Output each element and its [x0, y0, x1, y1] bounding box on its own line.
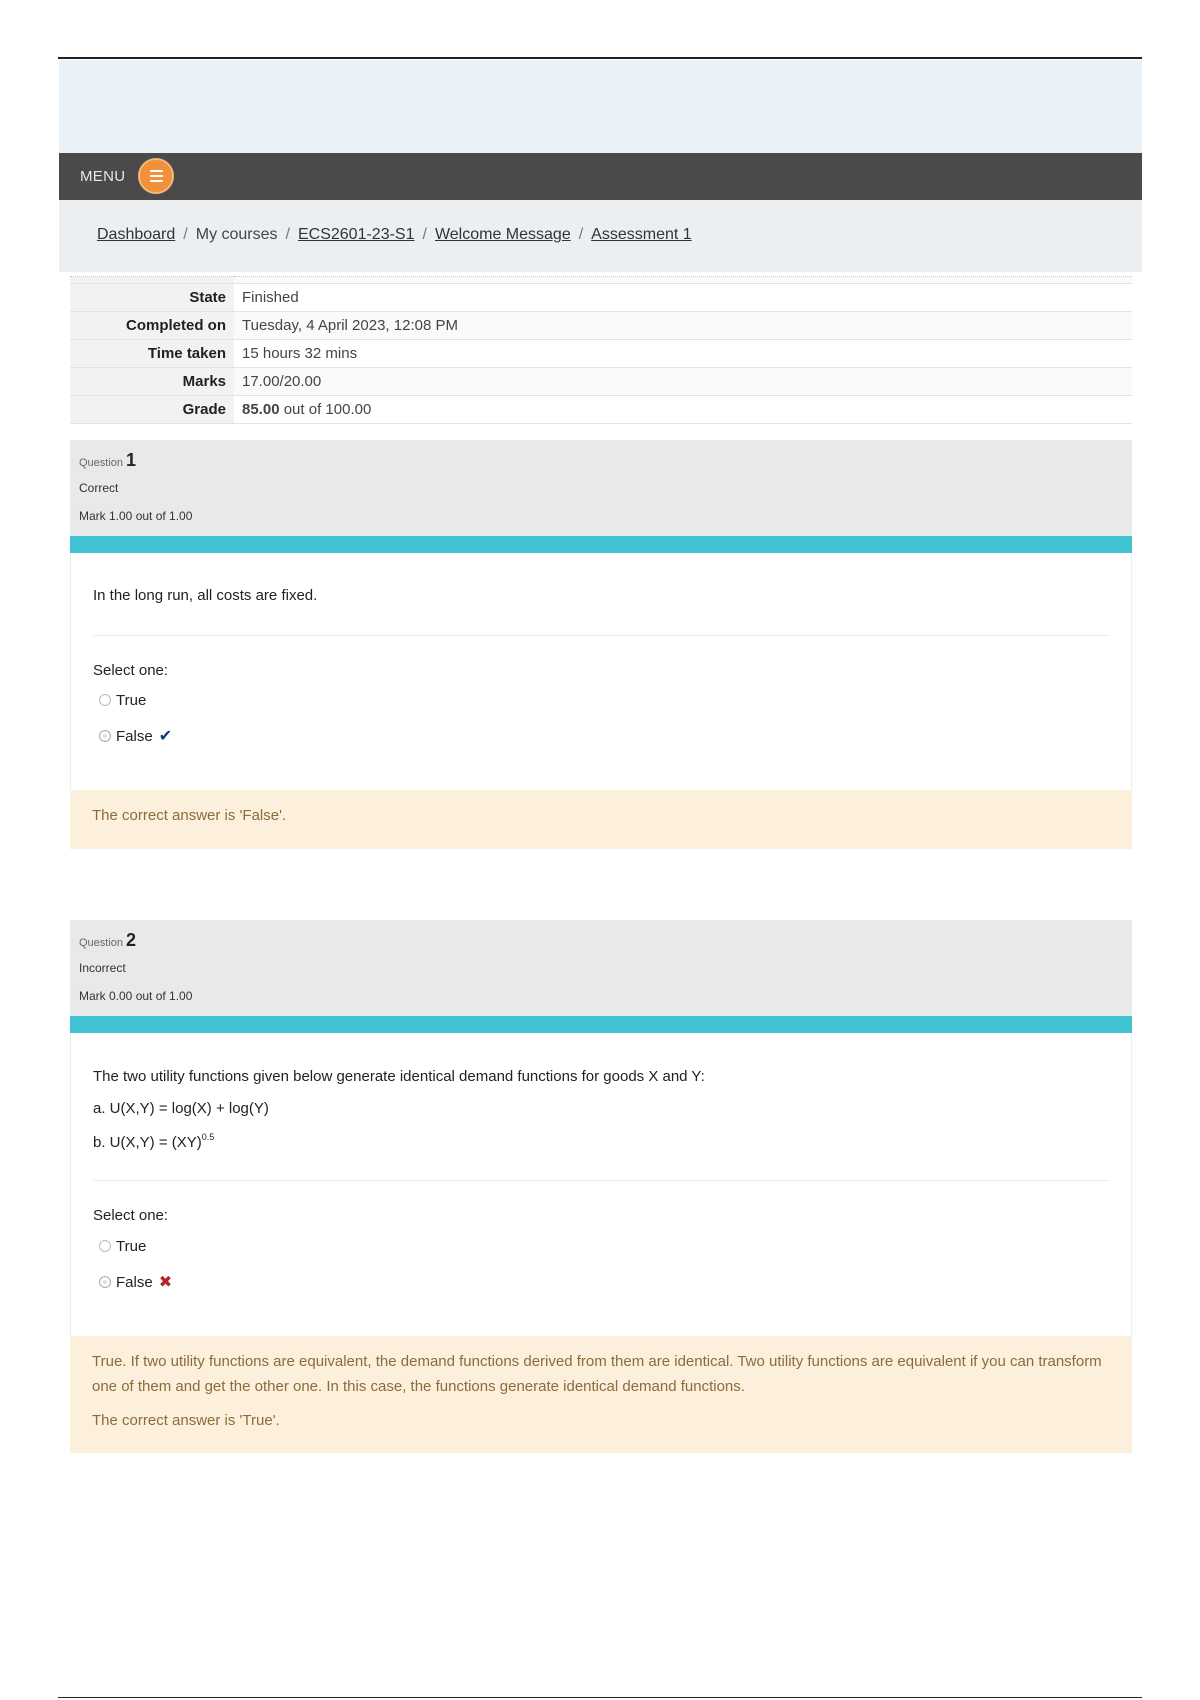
select-one-label: Select one:: [93, 1207, 169, 1224]
breadcrumb-separator: /: [578, 226, 584, 243]
grade-out-of: out of 100.00: [283, 401, 372, 418]
divider: [93, 1180, 1109, 1181]
question-text: In the long run, all costs are fixed.: [93, 587, 318, 604]
question-state: Incorrect: [79, 961, 126, 975]
summary-value: [234, 396, 1132, 424]
page-top-rule: [58, 57, 1142, 59]
question-2-feedback: [70, 1336, 1132, 1453]
answer-option-false[interactable]: False ✔: [99, 726, 172, 746]
breadcrumb-welcome-message[interactable]: Welcome Message: [434, 226, 571, 243]
formula-a: a. U(X,Y) = log(X) + log(Y): [93, 1100, 269, 1117]
radio-button[interactable]: [99, 1240, 111, 1252]
question-grade: Mark 0.00 out of 1.00: [79, 989, 193, 1003]
checkmark-icon: ✔: [158, 728, 173, 745]
correct-answer-text: The correct answer is 'True'.: [92, 1412, 280, 1429]
breadcrumb-assessment[interactable]: Assessment 1: [591, 226, 692, 243]
select-one-label: Select one:: [93, 662, 169, 679]
question-grade: Mark 1.00 out of 1.00: [79, 509, 193, 523]
summary-value: Finished: [234, 284, 1132, 312]
answer-option-false[interactable]: False ✖: [99, 1272, 172, 1292]
breadcrumb-my-courses: My courses: [195, 226, 278, 243]
summary-label: Time taken: [70, 340, 234, 368]
hamburger-icon[interactable]: [138, 158, 174, 194]
summary-label: Grade: [70, 396, 234, 424]
question-2-progress-bar: [70, 1016, 1132, 1033]
summary-value: Tuesday, 4 April 2023, 12:08 PM: [234, 312, 1132, 340]
summary-value: 15 hours 32 mins: [234, 340, 1132, 368]
summary-label: Completed on: [70, 312, 234, 340]
question-state: Correct: [79, 481, 119, 495]
breadcrumb-course[interactable]: ECS2601-23-S1: [297, 226, 415, 243]
summary-label: State: [70, 284, 234, 312]
breadcrumb: [59, 200, 1142, 272]
breadcrumb-separator: /: [422, 226, 427, 243]
question-1-info: [70, 440, 1132, 536]
question-2-content: [70, 1033, 1132, 1336]
summary-value: 17.00/20.00: [234, 368, 1132, 396]
radio-button[interactable]: [99, 694, 111, 706]
answer-option-true[interactable]: True: [99, 1238, 146, 1255]
answer-option-true[interactable]: True: [99, 692, 146, 709]
site-banner: [59, 60, 1142, 153]
summary-row: [70, 284, 1132, 312]
question-number: Question 2: [79, 930, 137, 950]
question-1-content: [70, 553, 1132, 790]
menu-bar: [59, 153, 1142, 200]
question-1-feedback: [70, 790, 1132, 849]
summary-row: [70, 368, 1132, 396]
summary-row-grade: [70, 396, 1132, 424]
general-feedback-text: True. If two utility functions are equivalent, the demand functions derived from them are identical. Two utility functions are equivalent if you can transform one of them and get the other one. In this case, the functions generate identical demand functions.: [92, 1353, 1102, 1395]
menu-label[interactable]: MENU: [80, 168, 126, 185]
summary-label: Marks: [70, 368, 234, 396]
cross-icon: ✖: [158, 1274, 173, 1291]
radio-button-selected[interactable]: [99, 730, 111, 742]
grade-value: 85.00: [242, 401, 280, 418]
correct-answer-text: The correct answer is 'False'.: [92, 807, 287, 824]
formula-b: b. U(X,Y) = (XY)$^{0.5}$: [93, 1132, 215, 1151]
radio-button-selected[interactable]: [99, 1276, 111, 1288]
attempt-summary-table: [70, 276, 1132, 424]
question-number: Question 1: [79, 450, 137, 470]
breadcrumb-separator: /: [183, 226, 188, 243]
page-bottom-rule: [58, 1697, 1142, 1698]
breadcrumb-dashboard[interactable]: Dashboard: [97, 226, 176, 243]
summary-row: [70, 340, 1132, 368]
question-1-progress-bar: [70, 536, 1132, 553]
divider: [93, 635, 1109, 636]
breadcrumb-separator: /: [285, 226, 290, 243]
summary-row: [70, 312, 1132, 340]
question-text: The two utility functions given below generate identical demand functions for goods X and Y:: [93, 1068, 705, 1085]
question-2-info: [70, 920, 1132, 1016]
